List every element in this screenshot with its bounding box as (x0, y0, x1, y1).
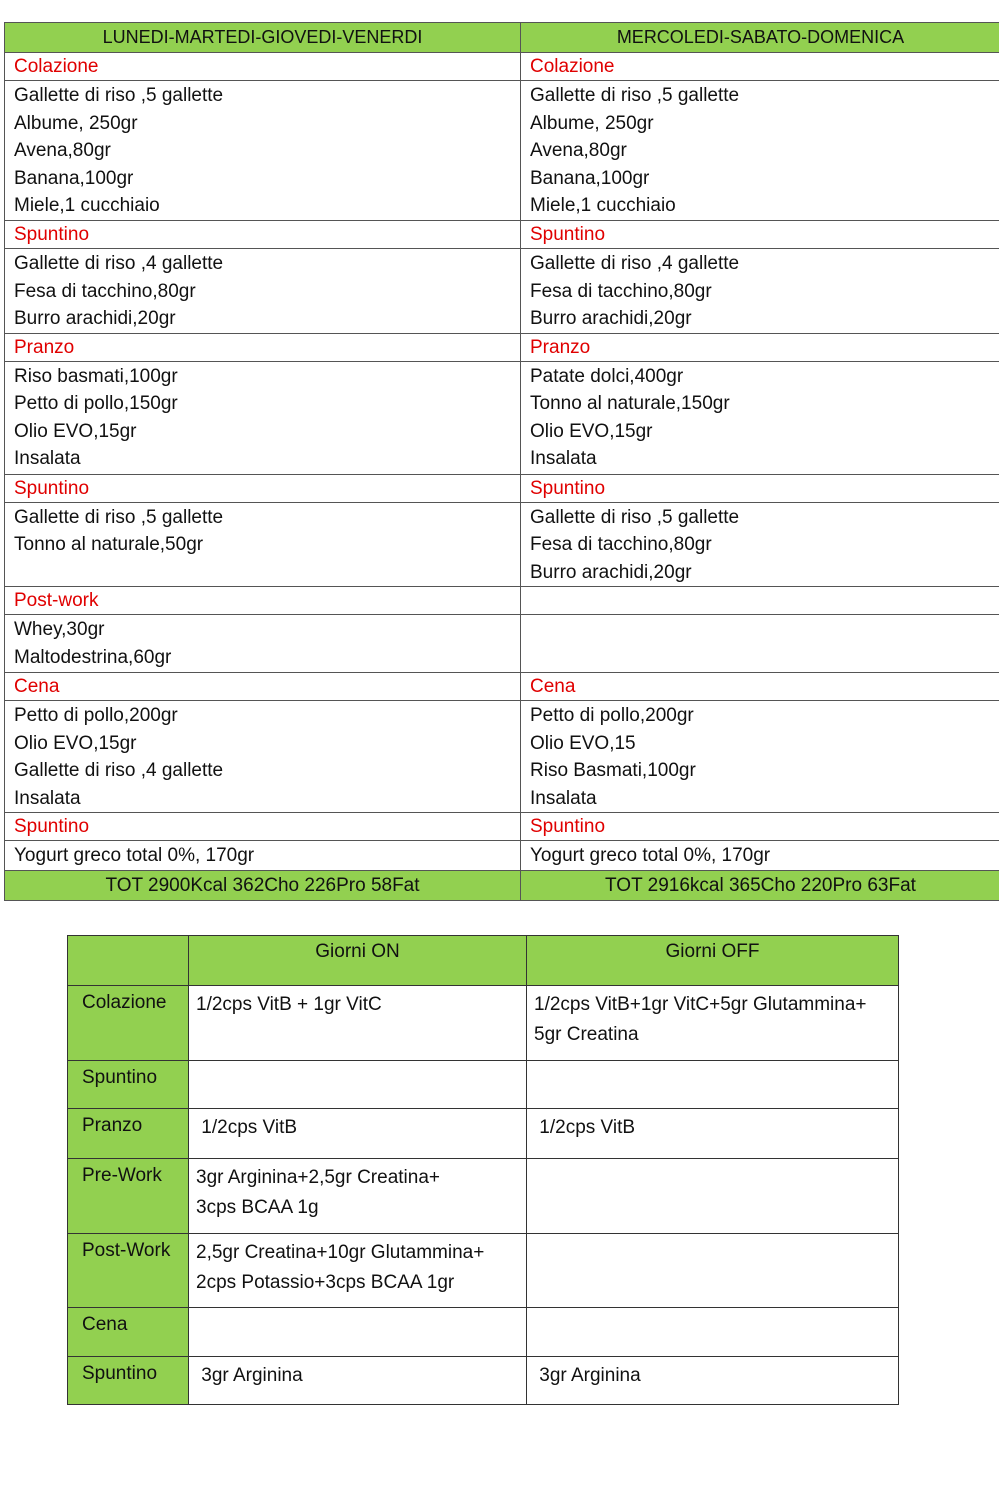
meal-name-col-2: Spuntino (521, 813, 999, 841)
meal-items-col-1 (5, 502, 521, 587)
meal-items-col-2 (521, 841, 999, 871)
supplement-on-cell (189, 1159, 527, 1234)
meal-row (5, 673, 999, 701)
supplement-on-cell (189, 1109, 527, 1159)
meal-items-col-1 (5, 615, 521, 673)
meal-row (5, 813, 999, 841)
supplement-off-cell (527, 1308, 899, 1357)
food-item: Insalata (14, 448, 81, 469)
food-item: Albume, 250gr (14, 112, 138, 134)
supplement-row (68, 1234, 899, 1308)
food-item: Petto di pollo,200gr (530, 705, 694, 726)
meal-name-col-1: Spuntino (5, 221, 521, 249)
food-item: Insalata (530, 448, 597, 469)
meal-items-col-1 (5, 81, 521, 221)
supplement-off-cell (527, 1234, 899, 1308)
supplement-off-cell (527, 1159, 899, 1234)
food-item: Insalata (14, 787, 81, 809)
food-item: Fesa di tacchino,80gr (14, 280, 196, 302)
meal-name-col-1: Spuntino (5, 474, 521, 502)
diet-header-row (5, 23, 999, 53)
meal-items-row (5, 502, 999, 587)
meal-items-col-1 (5, 361, 521, 474)
meal-items-row (5, 81, 999, 221)
meal-row (5, 333, 999, 361)
meal-name-col-1: Cena (5, 673, 521, 701)
meal-items-row (5, 615, 999, 673)
diet-total-row (5, 871, 999, 901)
meal-name-col-2: Pranzo (521, 333, 999, 361)
supplement-on-cell (189, 1061, 527, 1109)
weekday-group-2-header: MERCOLEDI-SABATO-DOMENICA (521, 23, 999, 53)
meal-items-col-2 (521, 615, 999, 673)
food-item: Gallette di riso ,4 gallette (14, 760, 224, 781)
supplement-row (68, 1159, 899, 1234)
supplement-line: 1/2cps VitB+1gr VitC+5gr Glutammina+ (534, 994, 867, 1015)
meal-items-row (5, 841, 999, 871)
meal-items-col-1 (5, 701, 521, 813)
supplement-line: 3cps BCAA 1g (196, 1197, 319, 1218)
food-item: Avena,80gr (530, 140, 627, 161)
food-item: Albume, 250gr (530, 112, 654, 134)
food-item: Petto di pollo,200gr (14, 705, 178, 726)
food-item: Petto di pollo,150gr (14, 393, 178, 414)
meal-row (5, 474, 999, 502)
food-item: Miele,1 cucchiaio (14, 195, 160, 216)
food-item: Burro arachidi,20gr (14, 308, 176, 329)
supplement-off-cell (527, 1357, 899, 1405)
food-item: Banana,100gr (14, 167, 134, 189)
supplement-off-cell (527, 1061, 899, 1109)
food-item: Gallette di riso ,4 gallette (14, 253, 224, 274)
supplement-meal-label: Spuntino (68, 1061, 189, 1109)
supplement-line: 1/2cps VitB (196, 1117, 298, 1138)
weekday-group-1-header: LUNEDI-MARTEDI-GIOVEDI-VENERDI (5, 23, 521, 53)
supplement-line: 3gr Arginina+2,5gr Creatina+ (196, 1167, 440, 1188)
supplement-line: 3gr Arginina (534, 1365, 641, 1386)
food-item: Tonno al naturale,150gr (530, 393, 730, 414)
food-item: Fesa di tacchino,80gr (530, 534, 712, 555)
food-item: Maltodestrina,60gr (14, 646, 172, 668)
food-item: Tonno al naturale,50gr (14, 534, 204, 555)
food-item: Burro arachidi,20gr (530, 561, 692, 583)
supplement-on-cell (189, 1357, 527, 1405)
meal-items-row (5, 701, 999, 813)
supplement-row (68, 1061, 899, 1109)
food-item: Olio EVO,15gr (530, 420, 653, 442)
meal-items-col-2 (521, 502, 999, 587)
supplement-meal-label: Spuntino (68, 1357, 189, 1405)
supplement-meal-label: Post-Work (68, 1234, 189, 1308)
food-item: Yogurt greco total 0%, 170gr (530, 845, 771, 866)
meal-items-row (5, 361, 999, 474)
diet-body (5, 53, 999, 871)
food-item: Yogurt greco total 0%, 170gr (14, 845, 255, 866)
food-item: Avena,80gr (14, 140, 111, 161)
supplement-row (68, 986, 899, 1061)
supplement-meal-label: Cena (68, 1308, 189, 1357)
food-item: Burro arachidi,20gr (530, 308, 692, 329)
supplement-row (68, 1308, 899, 1357)
meal-name-col-2 (521, 587, 999, 615)
supplement-line: 5gr Creatina (534, 1024, 639, 1045)
supplement-line: 2cps Potassio+3cps BCAA 1gr (196, 1272, 455, 1293)
food-item: Olio EVO,15 (530, 732, 636, 754)
meal-items-col-2 (521, 81, 999, 221)
meal-items-col-1 (5, 841, 521, 871)
supplement-meal-label: Pre-Work (68, 1159, 189, 1234)
food-item: Olio EVO,15gr (14, 732, 137, 754)
supplement-off-cell (527, 1109, 899, 1159)
food-item: Fesa di tacchino,80gr (530, 280, 712, 302)
supplements-header-row (68, 936, 899, 986)
food-item: Olio EVO,15gr (14, 420, 137, 442)
meal-items-row (5, 249, 999, 334)
meal-row (5, 587, 999, 615)
supplement-row (68, 1357, 899, 1405)
food-item: Miele,1 cucchiaio (530, 195, 676, 216)
meal-name-col-2: Cena (521, 673, 999, 701)
total-group-1: TOT 2900Kcal 362Cho 226Pro 58Fat (5, 871, 521, 901)
meal-name-col-1: Pranzo (5, 333, 521, 361)
food-item: Insalata (530, 787, 597, 809)
total-group-2: TOT 2916kcal 365Cho 220Pro 63Fat (521, 871, 999, 901)
supplement-line: 1/2cps VitB (534, 1117, 636, 1138)
supplement-line: 3gr Arginina (196, 1365, 303, 1386)
supplements-table (67, 935, 899, 1405)
food-item: Gallette di riso ,5 gallette (14, 85, 224, 106)
meal-name-col-1: Post-work (5, 587, 521, 615)
food-item: Riso basmati,100gr (14, 365, 178, 387)
meal-name-col-1: Colazione (5, 53, 521, 81)
supplement-off-cell (527, 986, 899, 1061)
food-item: Gallette di riso ,5 gallette (530, 506, 740, 528)
supplements-corner-cell (68, 936, 189, 986)
meal-row (5, 221, 999, 249)
supplements-body (68, 986, 899, 1405)
on-days-header: Giorni ON (189, 936, 527, 986)
food-item: Whey,30gr (14, 619, 105, 640)
food-item: Gallette di riso ,5 gallette (530, 85, 740, 106)
meal-items-col-2 (521, 701, 999, 813)
food-item: Banana,100gr (530, 167, 650, 189)
diet-plan-table (4, 22, 999, 901)
meal-items-col-1 (5, 249, 521, 334)
food-item: Gallette di riso ,5 gallette (14, 506, 224, 528)
meal-items-col-2 (521, 249, 999, 334)
supplement-on-cell (189, 1308, 527, 1357)
supplement-meal-label: Colazione (68, 986, 189, 1061)
food-item: Patate dolci,400gr (530, 365, 684, 387)
meal-name-col-2: Spuntino (521, 474, 999, 502)
food-item: Gallette di riso ,4 gallette (530, 253, 740, 274)
meal-name-col-2: Colazione (521, 53, 999, 81)
supplement-on-cell (189, 986, 527, 1061)
meal-name-col-2: Spuntino (521, 221, 999, 249)
supplement-on-cell (189, 1234, 527, 1308)
food-item: Riso Basmati,100gr (530, 760, 696, 781)
supplement-line: 2,5gr Creatina+10gr Glutammina+ (196, 1242, 485, 1263)
meal-items-col-2 (521, 361, 999, 474)
supplement-line: 1/2cps VitB + 1gr VitC (196, 994, 382, 1015)
off-days-header: Giorni OFF (527, 936, 899, 986)
meal-row (5, 53, 999, 81)
meal-name-col-1: Spuntino (5, 813, 521, 841)
supplement-row (68, 1109, 899, 1159)
supplement-meal-label: Pranzo (68, 1109, 189, 1159)
